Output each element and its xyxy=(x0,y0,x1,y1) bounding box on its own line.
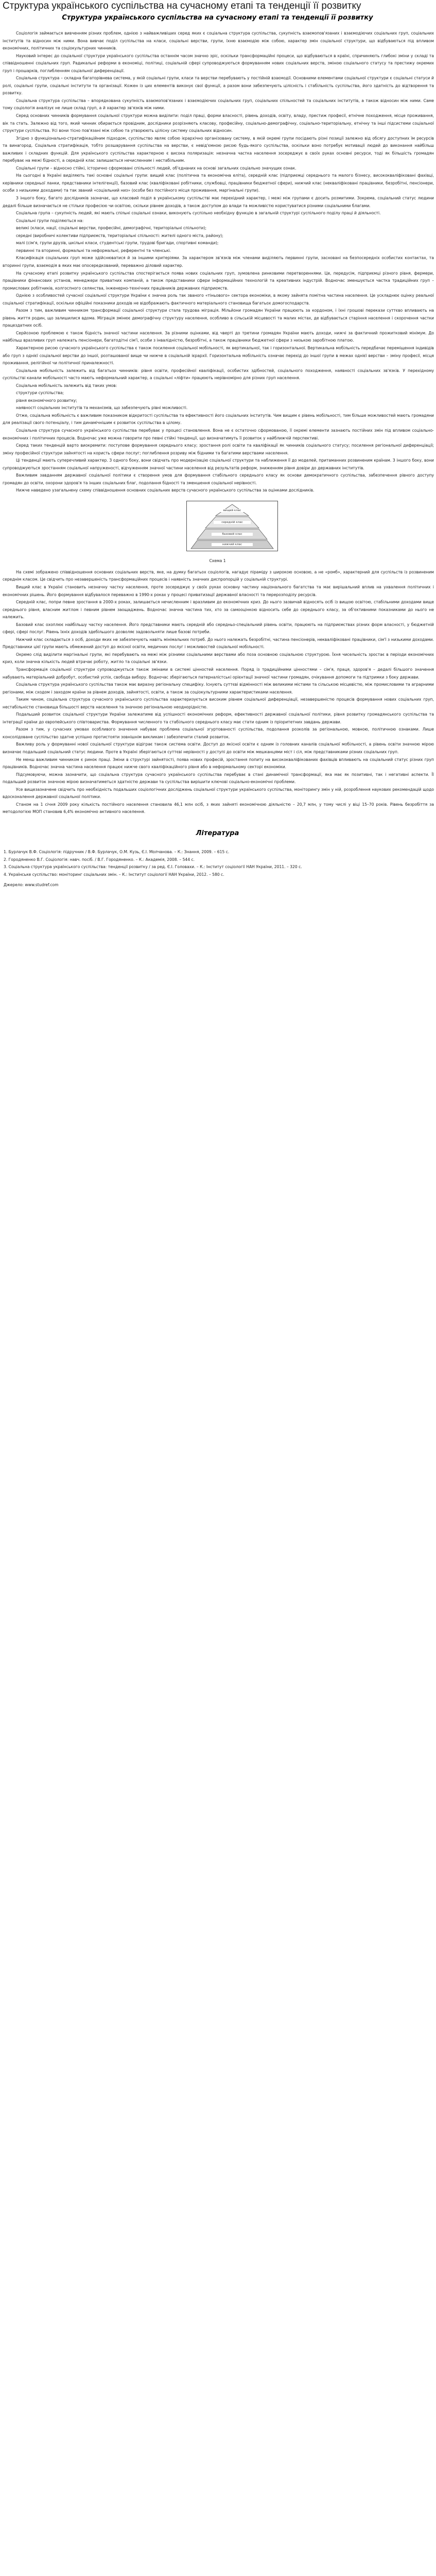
paragraph: Таким чином, соціальна структура сучасного українського суспільства характеризується високим рівнем соціальної диференціації, незавершеністю процесів формування нових соціальних груп, нестабільністю становища більшості верств населення та значною регіональною неоднорідністю. xyxy=(3,697,434,709)
reference-list xyxy=(1,849,434,878)
paragraph: Соціальна структура українського суспільства також має виразну регіональну специфіку. Існують суттєві відмінності між великими містами та сільською місцевістю, між промисловими та аграрними регіонами, між сходом і заходом країни за рівнем доходів, зайнятості, освіти, а також за соціокультурними характеристиками населення. xyxy=(3,682,434,694)
list-item: великі (класи, нації, соціальні верстви, професійні, демографічні, територіальні спільноти); xyxy=(16,226,207,231)
paragraph: Усе вищезазначене свідчить про необхідність подальших соціологічних досліджень соціальної структури українського суспільства, моніторингу змін у ній, розроблення наукових рекомендацій щодо вдосконалення державної соціальної політики. xyxy=(3,787,434,800)
paragraph: Соціальна структура суспільства – впорядкована сукупність взаємопов'язаних і взаємодіючих соціальних груп, соціальних спільностей та соціальних інститутів, а також відносин між ними. Саме тому соціологія аналізує не лише склад груп, а й характер зв'язків між ними. xyxy=(3,98,434,111)
reference-item: 1. Бурлачук В.Ф. Соціологія: підручник / В.Ф. Бурлачук, О.М. Кузь, Є.І. Молчанова. – К.: Знання, 2009. – 615 с. xyxy=(4,849,230,854)
paragraph: Окремо слід виділити маргінальні групи, які перебувають на межі між різними соціальними верствами або поза основною соціальною структурою. Їхня чисельність зростає в періоди економічних криз, коли значна кількість людей втрачає роботу, житло та соціальні зв'язки. xyxy=(3,652,434,665)
document-page xyxy=(0,0,436,889)
scheme-label-base: базовий клас xyxy=(212,533,253,536)
paragraph: На сьогодні в Україні виділяють такі основні соціальні групи: вищий клас (політична та економічна еліта), середній клас (підприємці середнього та малого бізнесу, висококваліфіковані фахівці, керівники середньої ланки, представники інтелігенції), базовий клас (кваліфіковані робітники, службовці, працівники бюджетної сфери), нижчий клас (некваліфіковані працівники, безробітні, пенсіонери, особи з низькими доходами) та так званий «соціальний низ» (особи без постійного місця проживання, маргінальні групи). xyxy=(3,173,434,193)
paragraph: Нижчий клас складається з осіб, доходи яких не забезпечують навіть мінімальних потреб. До нього належать безробітні, частина пенсіонерів, некваліфіковані працівники, сім'ї з низькими доходами. Представники цієї групи мають обмежений доступ до якісної освіти, медичних послуг і можливостей соціальної мобільності. xyxy=(3,637,434,650)
list-item: малі (сім'я, групи друзів, шкільні класи, студентські групи, трудові бригади, спортивні команди); xyxy=(16,241,219,246)
paragraph: Характерною рисою сучасного українського суспільства є також посилення соціальної мобільності, як вертикальної, так і горизонтальної. Вертикальна мобільність передбачає переміщення індивідів або груп з однієї соціальної верстви до іншої, розташованої вище чи нижче в соціальній ієрархії. Горизонтальна мобільність означає перехід до іншої групи в межах однієї верстви – зміну професії, місця проживання, релігійної чи політичної приналежності. xyxy=(3,345,434,366)
paragraph: Не менш важливим чинником є ринок праці. Зміни в структурі зайнятості, поява нових професій, зростання попиту на висококваліфікованих фахівців впливають на соціальний статус різних груп працівників. Водночас значна частина населення працює нижче свого кваліфікаційного рівня або в неформальному секторі економіки. xyxy=(3,757,434,770)
mobility-list xyxy=(1,389,434,412)
middle-section xyxy=(1,255,434,389)
paragraph: Серед основних чинників формування соціальної структури можна виділити: поділ праці, форми власності, рівень доходів, освіту, владу, престиж професії, етнічне походження, місце проживання, вік та стать. Залежно від того, який чинник обирається провідним, дослідники розрізняють класову, професійну, соціально-демографічну, соціально-територіальну, етнічну та інші підсистеми соціальної структури суспільства. Усі вони тісно пов'язані між собою та утворюють цілісну систему соціальних відносин. xyxy=(3,113,434,133)
paragraph: Ці тенденції мають суперечливий характер. З одного боку, вони свідчать про модернізацію соціальної структури та наближення її до моделей, притаманних розвиненим країнам. З іншого боку, вони супроводжуються зростанням соціальної напруженості, відчуженням значної частини населення від результатів реформ, зниженням рівня довіри до державних інститутів. xyxy=(3,458,434,470)
paragraph: Соціальна структура сучасного українського суспільства перебуває у процесі становлення. Вона не є остаточно сформованою, її окремі елементи зазнають постійних змін під впливом соціально-економічних і політичних процесів. Водночас уже можна говорити про певні стійкі тенденції, що визначатимуть її розвиток у найближчій перспективі. xyxy=(3,428,434,440)
paragraph: З іншого боку, багато дослідників зазначає, що класовий поділ в українському суспільстві має перехідний характер, і межі між групами є досить розмитими. Зокрема, соціальний статус людини дедалі більше визначається не стільки професією чи освітою, скільки рівнем доходів, а також доступом до влади та можливістю користуватися різними соціальними благами. xyxy=(3,196,434,208)
paragraph: Науковий інтерес до соціальної структури українського суспільства останнім часом значно зріс, оскільки трансформаційні процеси, що відбуваються в країні, спричиняють глибокі зміни у складі та співвідношенні соціальних груп. Радикальні реформи в економіці, політиці, соціальній сфері супроводжуються формуванням нових соціальних верств, зміною соціального статусу та престижу окремих груп і прошарків, поглибленням соціальної диференціації. xyxy=(3,53,434,73)
list-intro: Соціальні групи поділяються на: xyxy=(16,218,84,223)
paragraph: Важливу роль у формуванні нової соціальної структури відіграє також система освіти. Доступ до якісної освіти є одним із головних каналів соціальної мобільності, а рівень освіти значною мірою визначає подальший соціальний статус людини. Проте в Україні зберігаються суттєві нерівності у доступі до освіти між мешканцями міст і сіл, між представниками різних соціальних груп. xyxy=(3,742,434,755)
scheme-caption: Схема 1 xyxy=(209,558,226,563)
list-item: первинні та вторинні, формальні та неформальні, референтні та членські. xyxy=(16,248,171,253)
paragraph: Соціальна група – сукупність людей, які мають спільні соціальні ознаки, виконують суспільно необхідну функцію в загальній структурі суспільного поділу праці й діяльності. xyxy=(16,211,381,216)
paragraph: На сучасному етапі розвитку українського суспільства спостерігається поява нових соціальних груп, зумовлена ринковими перетвореннями. Це, передусім, підприємці різного рівня, фермери, працівники фінансових установ, менеджери приватних компаній, а також представники сфери інформаційних технологій та креативних індустрій. Водночас зменшується частка традиційних груп – промислових робітників, колгоспного селянства, інженерно-технічних працівників державних підприємств. xyxy=(3,270,434,291)
paragraph: Однією з особливостей сучасної соціальної структури України є значна роль так званого «тіньового» сектора економіки, в якому зайнята помітна частина населення. Це ускладнює оцінку реальної соціальної стратифікації, оскільки офіційні показники доходів не відображають фактичного матеріального становища багатьох домогосподарств. xyxy=(3,293,434,306)
reference-item: 2. Городяненко В.Г. Соціологія: навч. посіб. / В.Г. Городяненко. – К.: Академія, 2008. – 544 с. xyxy=(4,857,195,862)
paragraph: Згідно з функціонально-стратифікаційним підходом, суспільство являє собою ієрархічно організовану систему, в якій окремі групи посідають різні позиції залежно від обсягу доступних їм ресурсів та винагород. Соціальна стратифікація, тобто розшарування суспільства на верстви, є невід'ємною рисою будь-якого суспільства, оскільки воно потребує мотивації людей до виконання найбільш важливих і складних функцій. Для українського суспільства характерною є висока поляризація: незначна частка населення зосереджує в своїх руках основні ресурси, тоді як більшість громадян перебуває на межі бідності, а середній клас залишається нечисленним і нестабільним. xyxy=(3,135,434,163)
paragraph: Соціальні групи – відносно стійкі, історично сформовані спільності людей, об'єднаних на основі загальних соціально значущих ознак. xyxy=(16,165,297,171)
page-title: Структура українського суспільства на сучасному етапі та тенденції її розвитку xyxy=(3,1,361,11)
paragraph: Соціологія займається вивченням різних проблем, однією з найважливіших серед яких є соціальна структура суспільства, сукупність взаємопов'язаних і взаємодіючих соціальних груп, соціальних інститутів та відносин між ними. Вона вивчає поділ суспільства на класи, соціальні верстви, групи, їхню взаємодію між собою, характер змін соціальної структури, що відбуваються під впливом економічних, політичних та соціокультурних чинників. xyxy=(3,31,434,51)
paragraph: Станом на 1 січня 2009 року кількість постійного населення становила 46,1 млн осіб, з яких зайняті економічною діяльністю – 20,7 млн, у тому числі у віці 15–70 років. Рівень безробіття за методологією МОП становив 6,4% економічно активного населення. xyxy=(3,802,434,815)
intro-section xyxy=(1,30,434,217)
paragraph: Соціальна мобільність залежить від таких умов: xyxy=(16,383,117,388)
list-item: рівня економічного розвитку; xyxy=(16,398,77,403)
paragraph: Серйозною проблемою є також бідність значної частини населення. За різними оцінками, від чверті до третини громадян України мають доходи, нижчі за фактичний прожитковий мінімум. До найбільш вразливих груп належать пенсіонери, багатодітні сім'ї, особи з інвалідністю, безробітні, а також працівники бюджетної сфери з низькою заробітною платою. xyxy=(3,330,434,343)
article-heading: Структура українського суспільства на сучасному етапі та тенденції її розвитку xyxy=(62,14,373,22)
paragraph: Разом з тим, важливим чинником трансформації соціальної структури стала трудова міграція. Мільйони громадян України працюють за кордоном, і їхні грошові перекази суттєво впливають на рівень життя родин, що залишилися вдома. Міграція змінює демографічну структуру населення, особливо в сільській місцевості та малих містах, де відбувається старіння населення і скорочення частки працездатних осіб. xyxy=(3,308,434,328)
scheme-label-lower: нижчий клас xyxy=(212,543,253,547)
paragraph: Важливим завданням державної соціальної політики є створення умов для формування стабільного середнього класу як основи демократичного суспільства, забезпечення рівного доступу громадян до освіти, охорони здоров'я та інших соціальних благ, подолання бідності та зменшення соціальної нерівності. xyxy=(3,473,434,485)
pre-scheme-section xyxy=(1,412,434,495)
list-item: наявності соціальних інститутів та механізмів, що забезпечують рівні можливості. xyxy=(16,405,188,411)
paragraph: Трансформація соціальної структури супроводжується також змінами в системі цінностей населення. Поряд із традиційними цінностями – сім'я, праця, здоров'я – дедалі більшого значення набувають матеріальний добробут, особистий успіх, свобода вибору. Водночас зберігаються патерналістські орієнтації значної частини громадян, очікування допомоги та підтримки з боку держави. xyxy=(3,667,434,680)
paragraph: Вищий клас в Україні становить незначну частку населення, проте зосереджує у своїх руках основну частину національного багатства та має вирішальний вплив на ухвалення політичних і економічних рішень. Його формування відбувалося переважно в 1990-х роках у процесі приватизації державної власності та перерозподілу ресурсів. xyxy=(3,585,434,597)
group-list xyxy=(1,217,434,255)
reference-item: 4. Українське суспільство: моніторинг соціальних змін. – К.: Інститут соціології НАН України, 2012. – 580 с. xyxy=(4,872,224,877)
source-line: Джерело: www.studref.com xyxy=(4,883,59,888)
paragraph: Середній клас, попри певне зростання в 2000-х роках, залишається нечисленним і вразливим до економічних криз. До нього зазвичай відносять осіб із вищою освітою, стабільними доходами вище середнього рівня, власним житлом і певним рівнем заощаджень. Водночас значна частина тих, хто за самооцінкою відносить себе до середнього класу, за об'єктивними показниками до нього не належить. xyxy=(3,600,434,620)
paragraph: Базовий клас охоплює найбільшу частку населення. Його представники мають середній або середньо-спеціальний рівень освіти, працюють на підприємствах різних форм власності, у бюджетній сфері, сфері послуг. Рівень їхніх доходів здебільшого дозволяє задовольняти лише базові потреби. xyxy=(3,622,434,635)
literature-heading: Література xyxy=(196,829,239,837)
paragraph: Серед таких тенденцій варто виокремити: поступове формування середнього класу; зростання ролі освіти та кваліфікації як чинників соціального статусу; посилення регіональної диференціації; зміну професійної структури зайнятості на користь сфери послуг; поглиблення розриву між бідними та багатими верствами населення. xyxy=(3,443,434,455)
scheme-label-upper: вищий клас xyxy=(217,509,248,513)
list-item: середні (виробничі колективи підприємств, територіальні спільності: жителі одного міста, району); xyxy=(16,233,223,238)
paragraph: Отже, соціальна мобільність є важливим показником відкритості суспільства та ефективності його соціальних інститутів. Чим вищим є рівень мобільності, тим більше можливостей мають громадяни для реалізації свого потенціалу, і тим динамічнішим є розвиток суспільства в цілому. xyxy=(3,413,434,426)
post-scheme-section xyxy=(1,569,434,816)
scheme-label-middle: середній клас xyxy=(214,521,251,524)
paragraph: Соціальна мобільність залежить від багатьох чинників: рівня освіти, професійної кваліфікації, особистих здібностей, соціального походження, наявності соціальних зв'язків. У перехідному суспільстві канали мобільності часто мають неформальний характер, а соціальні «ліфти» працюють нерівномірно для різних груп населення. xyxy=(3,368,434,381)
list-item: структури суспільства; xyxy=(16,391,64,396)
paragraph: Соціальна структура – складна багаторівнева система, у якій соціальні групи, класи та верстви перебувають у постійній взаємодії. Основними елементами соціальної структури є соціальні статуси й ролі, соціальні групи, соціальні інститути та організації. Кожен із цих елементів виконує свої функції, а разом вони забезпечують цілісність і стабільність суспільства, його здатність до відтворення та розвитку. xyxy=(3,76,434,96)
social-structure-scheme xyxy=(186,501,278,551)
paragraph: Підсумовуючи, можна зазначити, що соціальна структура сучасного українського суспільства перебуває в стані динамічної трансформації, яка має як позитивні, так і негативні аспекти. Її подальший розвиток значною мірою визначатиметься здатністю держави та суспільства вирішити ключові соціально-економічні проблеми. xyxy=(3,772,434,785)
reference-item: 3. Соціальна структура українського суспільства: тенденції розвитку / за ред. Є.І. Головахи. – К.: Інститут соціології НАН України, 2011. – 320 с. xyxy=(4,865,302,870)
paragraph: Класифікація соціальних груп може здійснюватися й за іншими критеріями. За характером зв'язків між членами виділяють первинні групи, засновані на безпосередніх особистих контактах, та вторинні групи, взаємодія в яких має опосередкований, переважно діловий характер. xyxy=(3,256,434,268)
paragraph: На схемі зображено співвідношення основних соціальних верств, яке, на думку багатьох соціологів, нагадує піраміду з широкою основою, а не «ромб», характерний для суспільств із розвиненим середнім класом. Це свідчить про незавершеність трансформаційних процесів і наявність значних диспропорцій у соціальній структурі. xyxy=(3,569,434,582)
paragraph: Нижче наведено узагальнену схему співвідношення основних соціальних верств сучасного українського суспільства за оцінками дослідників. xyxy=(16,488,315,493)
paragraph: Подальший розвиток соціальної структури України залежатиме від успішності економічних реформ, ефективності державної соціальної політики, рівня розвитку громадянського суспільства та інтеграції країни до європейського співтовариства. Формування численного та стабільного середнього класу має стати одним із пріоритетних завдань держави. xyxy=(3,712,434,724)
paragraph: Разом з тим, у сучасних умовах особливого значення набуває проблема соціальної згуртованості суспільства, подолання розколів за регіональною, мовною, політичною ознаками. Лише консолідоване суспільство здатне успішно протистояти зовнішнім викликам і забезпечити сталий розвиток. xyxy=(3,727,434,739)
